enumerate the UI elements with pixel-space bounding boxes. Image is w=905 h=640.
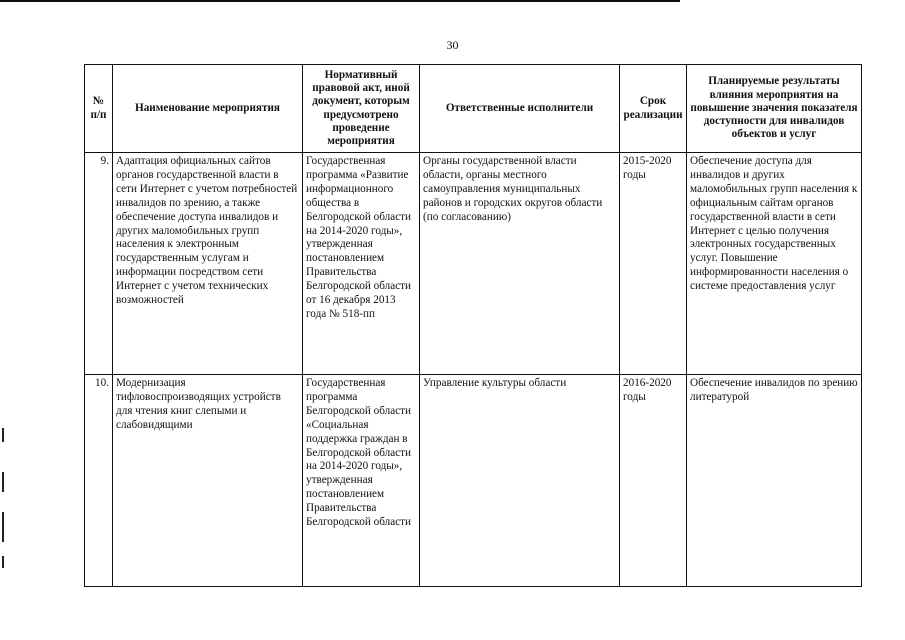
term: 2015-2020 годы xyxy=(620,153,687,375)
expected-result: Обеспечение доступа для инвалидов и других маломобильных групп населения к официальным сайтам органов государственной власти в сети Интернет с целью получения электронных государственных услуг. Повышение информированности населения о системе предоставления услуг xyxy=(687,153,862,375)
header-term: Срок реализации xyxy=(620,65,687,153)
header-name: Наименование мероприятия xyxy=(113,65,303,153)
row-number: 10. xyxy=(85,375,113,587)
responsible: Управление культуры области xyxy=(420,375,620,587)
table-row xyxy=(85,153,862,375)
scan-margin-mark xyxy=(2,472,4,492)
page-number: 30 xyxy=(446,38,459,52)
scan-margin-mark xyxy=(2,512,4,542)
header-act: Нормативный правовой акт, иной документ, которым предусмотрено проведение мероприятия xyxy=(303,65,420,153)
legal-act: Государственная программа «Развитие информационного общества в Белгородской области на 2014-2020 годы», утвержденная постановлением Правительства Белгородской области от 16 декабря 2013 года № 518-пп xyxy=(303,153,420,375)
measure-name: Адаптация официальных сайтов органов государственной власти в сети Интернет с учетом потребностей инвалидов по зрению, а также обеспечение доступа инвалидов и других маломобильных групп населения к электронным государственным услугам и информации посредством сети Интернет с учетом технических возможностей xyxy=(113,153,303,375)
scan-margin-mark xyxy=(2,428,4,442)
header-row xyxy=(85,65,862,153)
measures-table xyxy=(84,64,862,587)
header-result: Планируемые результаты влияния мероприятия на повышение значения показателя доступности для инвалидов объектов и услуг xyxy=(687,65,862,153)
scan-margin-mark xyxy=(2,556,4,568)
header-responsible: Ответственные исполнители xyxy=(420,65,620,153)
responsible: Органы государственной власти области, органы местного самоуправления муниципальных районов и городских округов области (по согласованию) xyxy=(420,153,620,375)
legal-act: Государственная программа Белгородской области «Социальная поддержка граждан в Белгородской области на 2014-2020 годы», утвержденная постановлением Правительства Белгородской области xyxy=(303,375,420,587)
table-row xyxy=(85,375,862,587)
measure-name: Модернизация тифловоспроизводящих устройств для чтения книг слепыми и слабовидящими xyxy=(113,375,303,587)
term: 2016-2020 годы xyxy=(620,375,687,587)
top-rule xyxy=(0,0,680,2)
header-num: № п/п xyxy=(85,65,113,153)
row-number: 9. xyxy=(85,153,113,375)
expected-result: Обеспечение инвалидов по зрению литературой xyxy=(687,375,862,587)
